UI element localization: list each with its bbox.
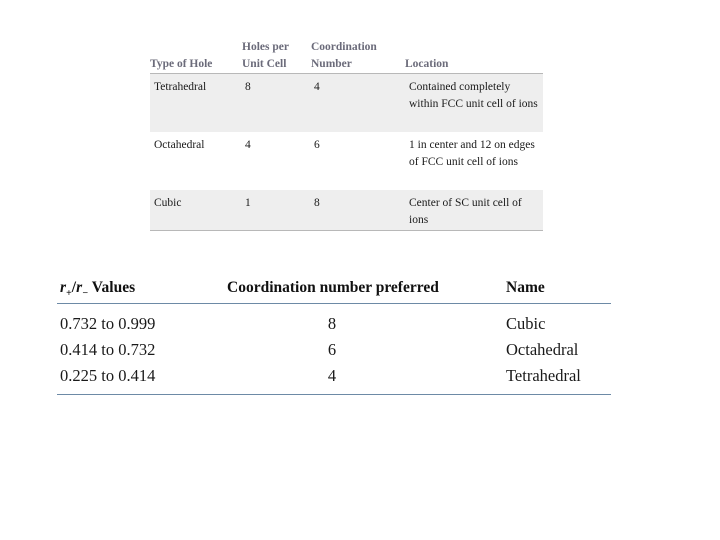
cell-coordination: 6 <box>314 139 320 151</box>
r-minus-symbol: $r_-$ <box>76 279 89 300</box>
hole-types-header-row <box>150 40 543 74</box>
cell-holes: 8 <box>245 81 251 93</box>
cell-type: Cubic <box>154 197 182 209</box>
cell-coordination: 4 <box>327 366 337 385</box>
r-plus-symbol: $r_+$ <box>60 279 72 300</box>
cell-coordination: 8 <box>327 314 337 333</box>
cell-location: Contained completely within FCC unit cell of ions <box>409 81 538 110</box>
table-row <box>57 340 611 364</box>
cell-range: 0.732 to 0.999 <box>60 314 156 333</box>
cell-holes: 1 <box>245 197 251 209</box>
cell-type: Tetrahedral <box>154 81 207 93</box>
table-row <box>150 74 543 132</box>
cell-location: 1 in center and 12 on edges of FCC unit cell of ions <box>409 139 535 168</box>
header-coordination-preferred: Coordination number preferred <box>227 279 439 296</box>
table-row <box>150 190 543 231</box>
header-name: Name <box>506 279 545 296</box>
cell-name: Cubic <box>506 314 546 333</box>
cell-name: Octahedral <box>506 340 579 359</box>
header-type-of-hole: Type of Hole <box>150 58 213 70</box>
cell-name: Tetrahedral <box>506 366 581 385</box>
table-row <box>57 314 611 338</box>
cell-type: Octahedral <box>154 139 205 151</box>
header-holes-per-unit-cell: Holes per Unit Cell <box>242 41 289 70</box>
cell-location: Center of SC unit cell of ions <box>409 197 522 226</box>
cell-coordination: 8 <box>314 197 320 209</box>
header-location: Location <box>405 58 449 70</box>
header-ratio-values: $r_+/r_-$ Values <box>60 279 136 300</box>
radius-ratio-table <box>57 275 611 395</box>
cell-coordination: 4 <box>314 81 320 93</box>
header-coordination-number: Coordination Number <box>311 41 377 70</box>
cell-range: 0.225 to 0.414 <box>60 366 156 385</box>
cell-coordination: 6 <box>327 340 337 359</box>
table-row <box>150 132 543 190</box>
hole-types-table <box>150 40 543 231</box>
cell-holes: 4 <box>245 139 251 151</box>
table-row <box>57 366 611 390</box>
cell-range: 0.414 to 0.732 <box>60 340 156 359</box>
radius-ratio-body <box>57 304 611 395</box>
radius-ratio-header-row <box>57 275 611 304</box>
